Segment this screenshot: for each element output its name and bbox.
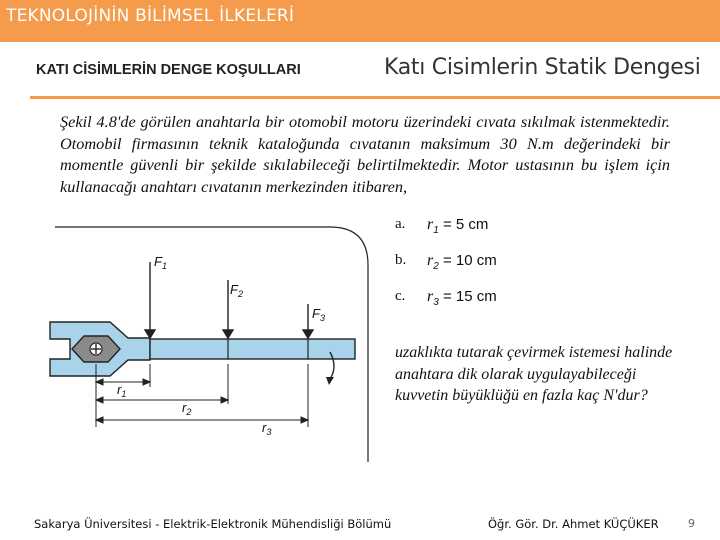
- question-text: uzaklıkta tutarak çevirmek istemesi halinde anahtara dik olarak uygulayabileceği kuvvetin büyüklüğü en fazla kaç N'dur?: [395, 344, 673, 404]
- header-bar: [0, 0, 720, 42]
- label-r1: $r_1$: [117, 382, 127, 399]
- wrench-handle: [150, 339, 355, 359]
- footer-author: Öğr. Gör. Dr. Ahmet KÜÇÜKER: [488, 517, 659, 531]
- force-arrow-f1: [145, 262, 155, 338]
- section-title-right: Katı Cisimlerin Statik Dengesi: [384, 55, 701, 80]
- label-f2: $F_2$: [230, 282, 243, 299]
- option-value: = 5 cm: [438, 216, 489, 233]
- problem-statement: Şekil 4.8'de görülen anahtarla bir otomobil motoru üzerindeki cıvata sıkılmak istenmektedir. Otomobil firmasının teknik kataloğunda cıvatanın maksimum 30 N.m değerindeki bir momentle güvenli bir şekilde sıkılabileceği belirtilmektedir. Motor ustasının bu işlem için kullanacağı anahtarı cıvatanın merkezinden itibaren,: [60, 112, 670, 196]
- wrench-figure: [0, 222, 380, 462]
- footer-institution: Sakarya Üniversitesi - Elektrik-Elektronik Mühendisliği Bölümü: [34, 517, 392, 531]
- page-number: 9: [688, 517, 695, 530]
- option-letter: a.: [395, 216, 406, 232]
- label-f1: $F_1$: [154, 254, 167, 271]
- option-value: = 15 cm: [438, 288, 497, 305]
- option-letter: c.: [395, 288, 406, 304]
- section-title-left: KATI CİSİMLERİN DENGE KOŞULLARI: [36, 62, 301, 78]
- label-f3: $F_3$: [312, 306, 325, 323]
- label-r2: $r_2$: [182, 400, 192, 417]
- course-title: TEKNOLOJİNİN BİLİMSEL İLKELERİ: [6, 6, 295, 26]
- option-value: = 10 cm: [438, 252, 497, 269]
- label-r3: $r_3$: [262, 420, 272, 437]
- header-divider: [30, 96, 720, 99]
- option-letter: b.: [395, 252, 407, 268]
